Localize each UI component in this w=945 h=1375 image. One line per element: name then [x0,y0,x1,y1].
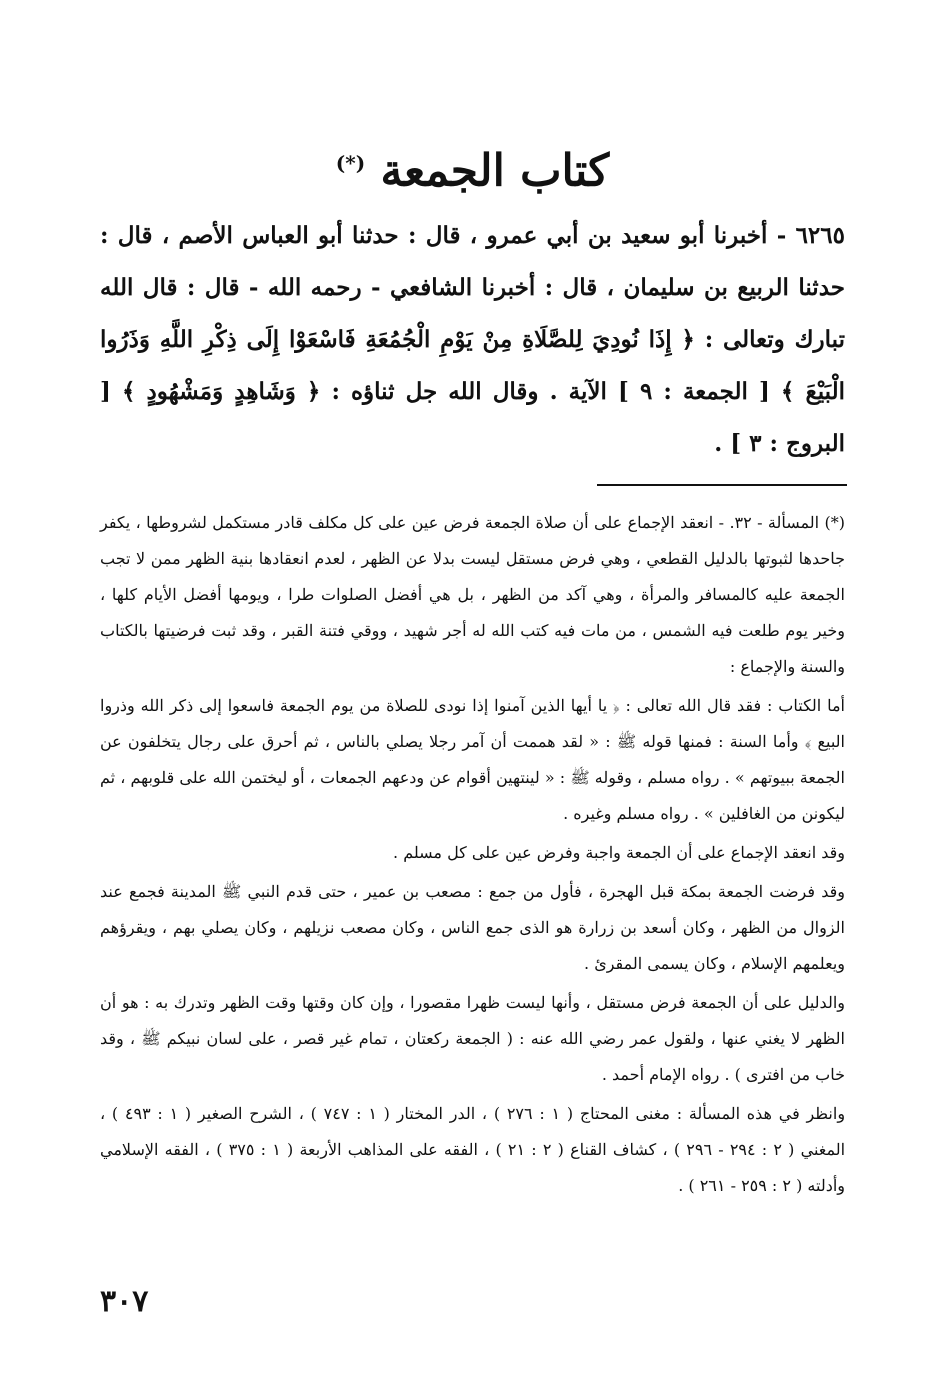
footnote-paragraph-5: والدليل على أن الجمعة فرض مستقل ، وأنها ليست ظهرا مقصورا ، وإن كان وقتها وقت الظهر وتدرك به : هو أن الظهر لا يغني عنها ، ولقول عمر رضي الله عنه : ( الجمعة ركعتان ، تمام غير قصر ، على لسان نبيكم ﷺ ، وقد خاب من افترى ) . رواه الإمام أحمد . [100,993,845,1084]
footnote-paragraph-1: (*) المسألة - ٣٢. - انعقد الإجماع على أن صلاة الجمعة فرض عين على كل مكلف قادر مستكمل لشروطها ، يكفر جاحدها لثبوتها بالدليل القطعي ، وهي فرض مستقل ليست بدلا عن الظهر ، لعدم انعقادها بنية الظهر ممن لا تجب الجمعة عليه كالمسافر والمرأة ، وهي آكد من الظهر ، بل هي أفضل الصلوات طرا ، ويومها أفضل الأيام كلها ، وخير يوم طلعت فيه الشمس ، من مات فيه كتب الله له أجر شهيد ، ووقي فتنة القبر ، وقد ثبت فرضيتها بالكتاب والسنة والإجماع : [100,513,845,676]
footnote-paragraph-2: أما الكتاب : فقد قال الله تعالى : ﴿ يا أيها الذين آمنوا إذا نودى للصلاة من يوم الجمعة فاسعوا إلى ذكر الله وذروا البيع ﴾ وأما السنة : فمنها قوله ﷺ : « لقد هممت أن آمر رجلا يصلي بالناس ، ثم أحرق على رجال يتخلفون عن الجمعة ببيوتهم » . رواه مسلم ، وقوله ﷺ : « لينتهين أقوام عن ودعهم الجمعات ، أو ليختمن الله على قلوبهم ، ثم ليكونن من الغافلين » . رواه مسلم وغيره . [100,696,846,823]
footnote-paragraph-3: وقد انعقد الإجماع على أن الجمعة واجبة وفرض عين على كل مسلم . [393,843,845,862]
footnotes [100,505,845,1207]
chapter-title [0,128,945,207]
chapter-title-text: كتاب الجمعة [380,145,610,197]
hadith-paragraph: ٦٢٦٥ - أخبرنا أبو سعيد بن أبي عمرو ، قال : حدثنا أبو العباس الأصم ، قال : حدثنا الربيع بن سليمان ، قال : أخبرنا الشافعي - رحمه الله - قال : قال الله تبارك وتعالى : ﴿ إِذَا نُودِيَ لِلصَّلَاةِ مِنْ يَوْمِ الْجُمُعَةِ فَاسْعَوْا إِلَى ذِكْرِ اللَّهِ وَذَرُوا الْبَيْعَ ﴾ [ الجمعة : ٩ ] الآية . وقال الله جل ثناؤه : ﴿ وَشَاهِدٍ وَمَشْهُودٍ ﴾ [ البروج : ٣ ] . [100,222,846,457]
footnote-divider [597,484,847,486]
main-text [100,210,845,470]
footnote-paragraph-4: وقد فرضت الجمعة بمكة قبل الهجرة ، فأول من جمع : مصعب بن عمير ، حتى قدم النبي ﷺ المدينة فجمع عند الزوال من الظهر ، وكان أسعد بن زرارة هو الذى جمع الناس ، وكان مصعب نزيلهم ، وكان يصلي بهم ، ويقرؤهم ويعلمهم الإسلام ، وكان يسمى المقرئ . [100,882,845,973]
footnote-mark: (*) [335,151,366,175]
footnote-paragraph-6: وانظر في هذه المسألة : مغنى المحتاج ( ١ : ٢٧٦ ) ، الدر المختار ( ١ : ٧٤٧ ) ، الشرح الصغير ( ١ : ٤٩٣ ) ، المغني ( ٢ : ٢٩٤ - ٢٩٦ ) ، كشاف القناع ( ٢ : ٢١ ) ، الفقه على المذاهب الأربعة ( ١ : ٣٧٥ ) ، الفقه الإسلامي وأدلته ( ٢ : ٢٥٩ - ٢٦١ ) . [100,1104,846,1195]
page-number: ٣٠٧ [100,1284,149,1319]
